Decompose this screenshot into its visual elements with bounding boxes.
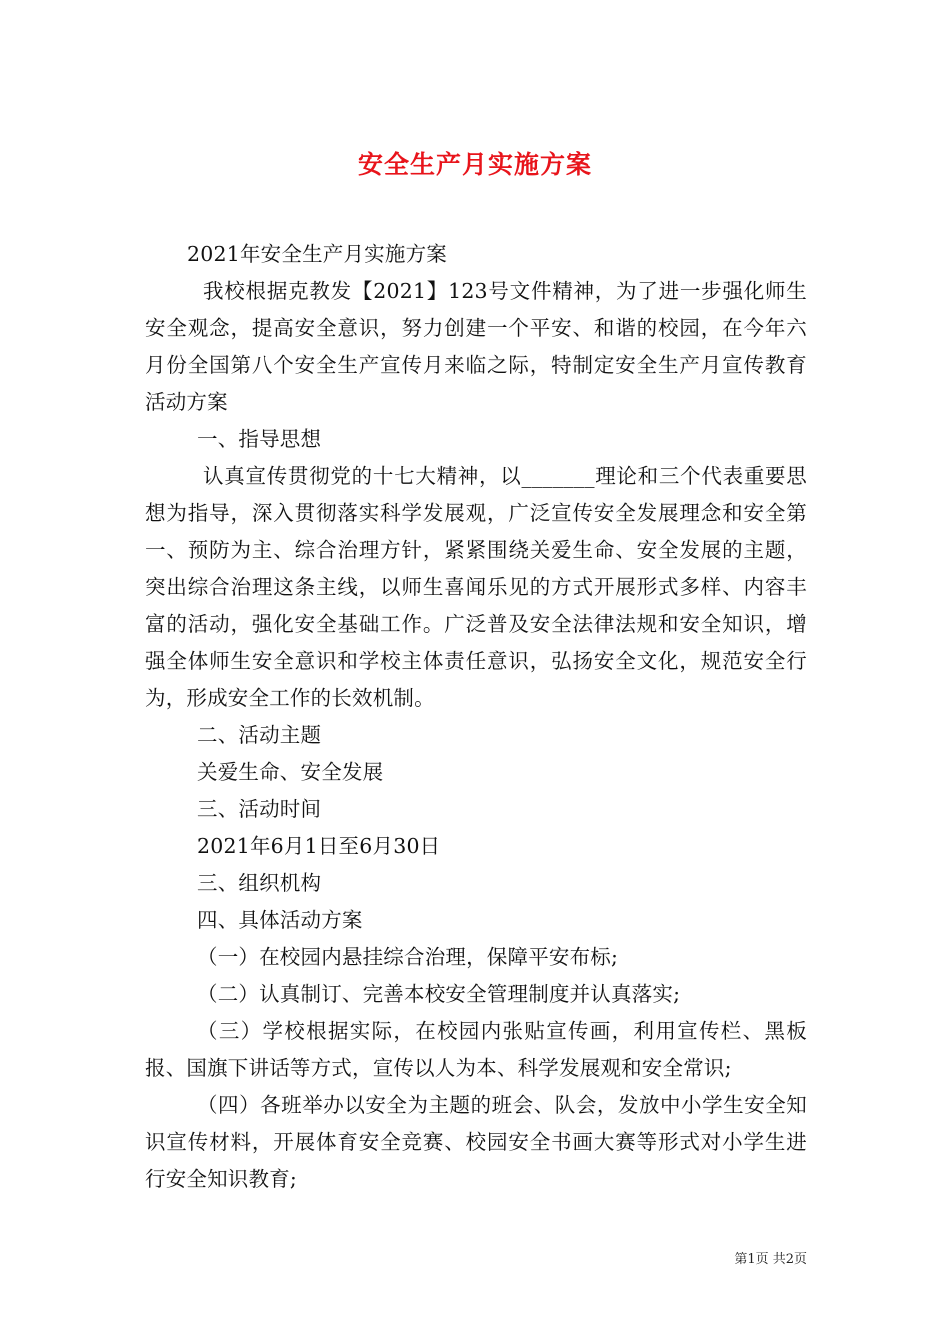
list-item-3: （三）学校根据实际，在校园内张贴宣传画，利用宣传栏、黑板报、国旗下讲话等方式，宣传以人为本、科学发展观和安全常识; bbox=[145, 1019, 807, 1080]
paragraph-subtitle: 2021年安全生产月实施方案 bbox=[187, 242, 447, 266]
heading-activity-time: 三、活动时间 bbox=[197, 797, 322, 821]
heading-guiding-ideology: 一、指导思想 bbox=[197, 427, 322, 451]
list-item-4: （四）各班举办以安全为主题的班会、队会，发放中小学生安全知识宣传材料，开展体育安全竞赛、校园安全书画大赛等形式对小学生进行安全知识教育; bbox=[145, 1093, 807, 1191]
paragraph-intro: 我校根据克教发【2021】123号文件精神，为了进一步强化师生安全观念，提高安全意识，努力创建一个平安、和谐的校园，在今年六月份全国第八个安全生产宣传月来临之际，特制定安全生产月宣传教育活动方案 bbox=[145, 279, 807, 414]
list-item-1: （一）在校园内悬挂综合治理，保障平安布标; bbox=[197, 945, 619, 969]
document-body bbox=[145, 236, 807, 1198]
document-title: 安全生产月实施方案 bbox=[357, 149, 592, 179]
paragraph-activity-time: 2021年6月1日至6月30日 bbox=[197, 834, 441, 858]
paragraph-activity-theme: 关爱生命、安全发展 bbox=[197, 760, 384, 784]
page-number: 第1页 共2页 bbox=[734, 1252, 807, 1267]
paragraph-guiding-ideology: 认真宣传贯彻党的十七大精神，以_______理论和三个代表重要思想为指导，深入贯彻落实科学发展观，广泛宣传安全发展理念和安全第一、预防为主、综合治理方针，紧紧围绕关爱生命、安全发展的主题，突出综合治理这条主线，以师生喜闻乐见的方式开展形式多样、内容丰富的活动，强化安全基础工作。广泛普及安全法律法规和安全知识，增强全体师生安全意识和学校主体责任意识，弘扬安全文化，规范安全行为，形成安全工作的长效机制。 bbox=[145, 464, 807, 710]
list-item-2: （二）认真制订、完善本校安全管理制度并认真落实; bbox=[197, 982, 681, 1006]
heading-specific-plan: 四、具体活动方案 bbox=[197, 908, 363, 932]
heading-organization: 三、组织机构 bbox=[197, 871, 322, 895]
heading-activity-theme: 二、活动主题 bbox=[197, 723, 322, 747]
